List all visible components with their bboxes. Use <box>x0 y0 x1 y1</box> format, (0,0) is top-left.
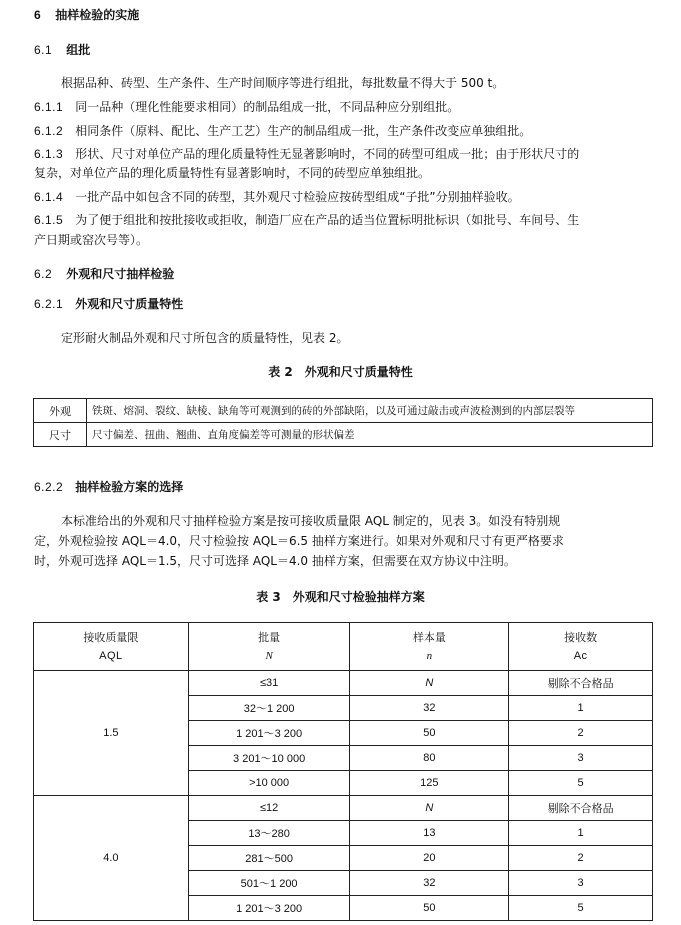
lot-cell: 1 201～3 200 <box>188 721 350 746</box>
section-number: 6.1 <box>34 43 53 57</box>
paragraph: 定形耐火制品外观和尺寸所包含的质量特性，见表 2。 <box>61 331 349 345</box>
sample-cell: N <box>350 796 509 821</box>
lot-cell: 3 201～10 000 <box>188 746 350 771</box>
sample-cell: 32 <box>350 871 509 896</box>
table-2 <box>33 398 653 447</box>
section-number: 6.2.2 <box>34 480 64 494</box>
sample-cell: 32 <box>350 696 509 721</box>
section-6-2-1-heading <box>34 296 183 312</box>
sample-cell: 50 <box>350 896 509 921</box>
clause-number: 6.1.2 <box>34 124 64 138</box>
clause-text: 为了便于组批和按批接收或拒收，制造厂应在产品的适当位置标明批标识（如批号、车间号、生 <box>75 213 580 227</box>
sample-cell: 50 <box>350 721 509 746</box>
table-header-row <box>34 623 653 671</box>
section-6-1-heading <box>34 42 90 58</box>
header-aql: 接收质量限 AQL <box>34 623 189 671</box>
accept-cell: 5 <box>509 771 653 796</box>
section-number: 6.2.1 <box>34 297 64 311</box>
lot-cell: 281～500 <box>188 846 350 871</box>
clause-text: 形状、尺寸对单位产品的理化质量特性无显著影响时，不同的砖型可组成一批；由于形状尺寸的 <box>75 147 580 161</box>
table-row <box>34 671 653 696</box>
lot-cell: ≤31 <box>188 671 350 696</box>
section-number: 6.2 <box>34 267 53 281</box>
section-title: 外观和尺寸质量特性 <box>75 297 184 311</box>
accept-cell: 2 <box>509 721 653 746</box>
sample-cell: N <box>350 671 509 696</box>
accept-cell: 3 <box>509 871 653 896</box>
section-title: 组批 <box>66 43 91 57</box>
clause-6-1-5 <box>34 212 579 228</box>
lot-cell: 1 201～3 200 <box>188 896 350 921</box>
clause-6-1-1 <box>34 99 459 115</box>
section-number: 6 <box>34 8 42 22</box>
table-row <box>34 796 653 821</box>
clause-6-1-3-cont: 复杂，对单位产品的理化质量特性有显著影响时，不同的砖型应单独组批。 <box>34 166 431 180</box>
header-lot: 批量 N <box>188 623 350 671</box>
paragraph-line: 时，外观可选择 AQL＝1.5，尺寸可选择 AQL＝4.0 抽样方案，但需要在双方协议中注明。 <box>34 554 516 568</box>
clause-text: 相同条件（原料、配比、生产工艺）生产的制品组成一批，生产条件改变应单独组批。 <box>75 124 532 138</box>
clause-number: 6.1.3 <box>34 147 64 161</box>
lot-cell: ≤12 <box>188 796 350 821</box>
header-accept: 接收数 Ac <box>509 623 653 671</box>
clause-text: 一批产品中如包含不同的砖型，其外观尺寸检验应按砖型组成“子批”分别抽样验收。 <box>75 190 520 204</box>
lot-cell: 501～1 200 <box>188 871 350 896</box>
sample-cell: 80 <box>350 746 509 771</box>
paragraph-line: 定，外观检验按 AQL＝4.0，尺寸检验按 AQL＝6.5 抽样方案进行。如果对外观和尺寸有更严格要求 <box>34 534 564 548</box>
section-6-2-heading <box>34 266 174 282</box>
table-2-caption: 表 2 外观和尺寸质量特性 <box>268 365 413 379</box>
sample-cell: 125 <box>350 771 509 796</box>
clause-6-1-4 <box>34 189 520 205</box>
paragraph-line: 本标准给出的外观和尺寸抽样检验方案是按可接收质量限 AQL 制定的，见表 3。如没有特别规 <box>61 514 561 528</box>
accept-cell: 剔除不合格品 <box>509 671 653 696</box>
accept-cell: 5 <box>509 896 653 921</box>
sample-cell: 13 <box>350 821 509 846</box>
clause-6-1-3 <box>34 146 579 162</box>
accept-cell: 1 <box>509 696 653 721</box>
clause-6-1-2 <box>34 123 531 139</box>
clause-number: 6.1.4 <box>34 190 64 204</box>
paragraph: 根据品种、砖型、生产条件、生产时间顺序等进行组批，每批数量不得大于 500 t。 <box>61 76 505 90</box>
table-cell-value: 尺寸偏差、扭曲、翘曲、直角度偏差等可测量的形状偏差 <box>87 423 653 447</box>
aql-cell: 4.0 <box>34 796 189 921</box>
lot-cell: 32～1 200 <box>188 696 350 721</box>
table-row <box>34 399 653 423</box>
lot-cell: >10 000 <box>188 771 350 796</box>
clause-6-1-5-cont: 产日期或窑次号等）。 <box>34 233 149 247</box>
section-title: 外观和尺寸抽样检验 <box>66 267 175 281</box>
lot-cell: 13～280 <box>188 821 350 846</box>
header-sample: 样本量 n <box>350 623 509 671</box>
accept-cell: 剔除不合格品 <box>509 796 653 821</box>
table-row <box>34 423 653 447</box>
accept-cell: 2 <box>509 846 653 871</box>
table-3-caption: 表 3 外观和尺寸检验抽样方案 <box>256 590 425 604</box>
section-title: 抽样检验的实施 <box>55 8 140 22</box>
section-6-2-2-heading <box>34 479 183 495</box>
table-cell-key: 尺寸 <box>34 423 87 447</box>
table-3 <box>33 622 653 921</box>
section-title: 抽样检验方案的选择 <box>75 480 184 494</box>
clause-number: 6.1.5 <box>34 213 64 227</box>
sample-cell: 20 <box>350 846 509 871</box>
aql-cell: 1.5 <box>34 671 189 796</box>
table-cell-key: 外观 <box>34 399 87 423</box>
clause-text: 同一品种（理化性能要求相同）的制品组成一批，不同品种应分别组批。 <box>75 100 460 114</box>
table-cell-value: 铁斑、熔洞、裂纹、缺棱、缺角等可观测到的砖的外部缺陷，以及可通过敲击或声波检测到的内部层裂等 <box>87 399 653 423</box>
accept-cell: 3 <box>509 746 653 771</box>
section-6-heading <box>34 7 139 23</box>
clause-number: 6.1.1 <box>34 100 64 114</box>
accept-cell: 1 <box>509 821 653 846</box>
